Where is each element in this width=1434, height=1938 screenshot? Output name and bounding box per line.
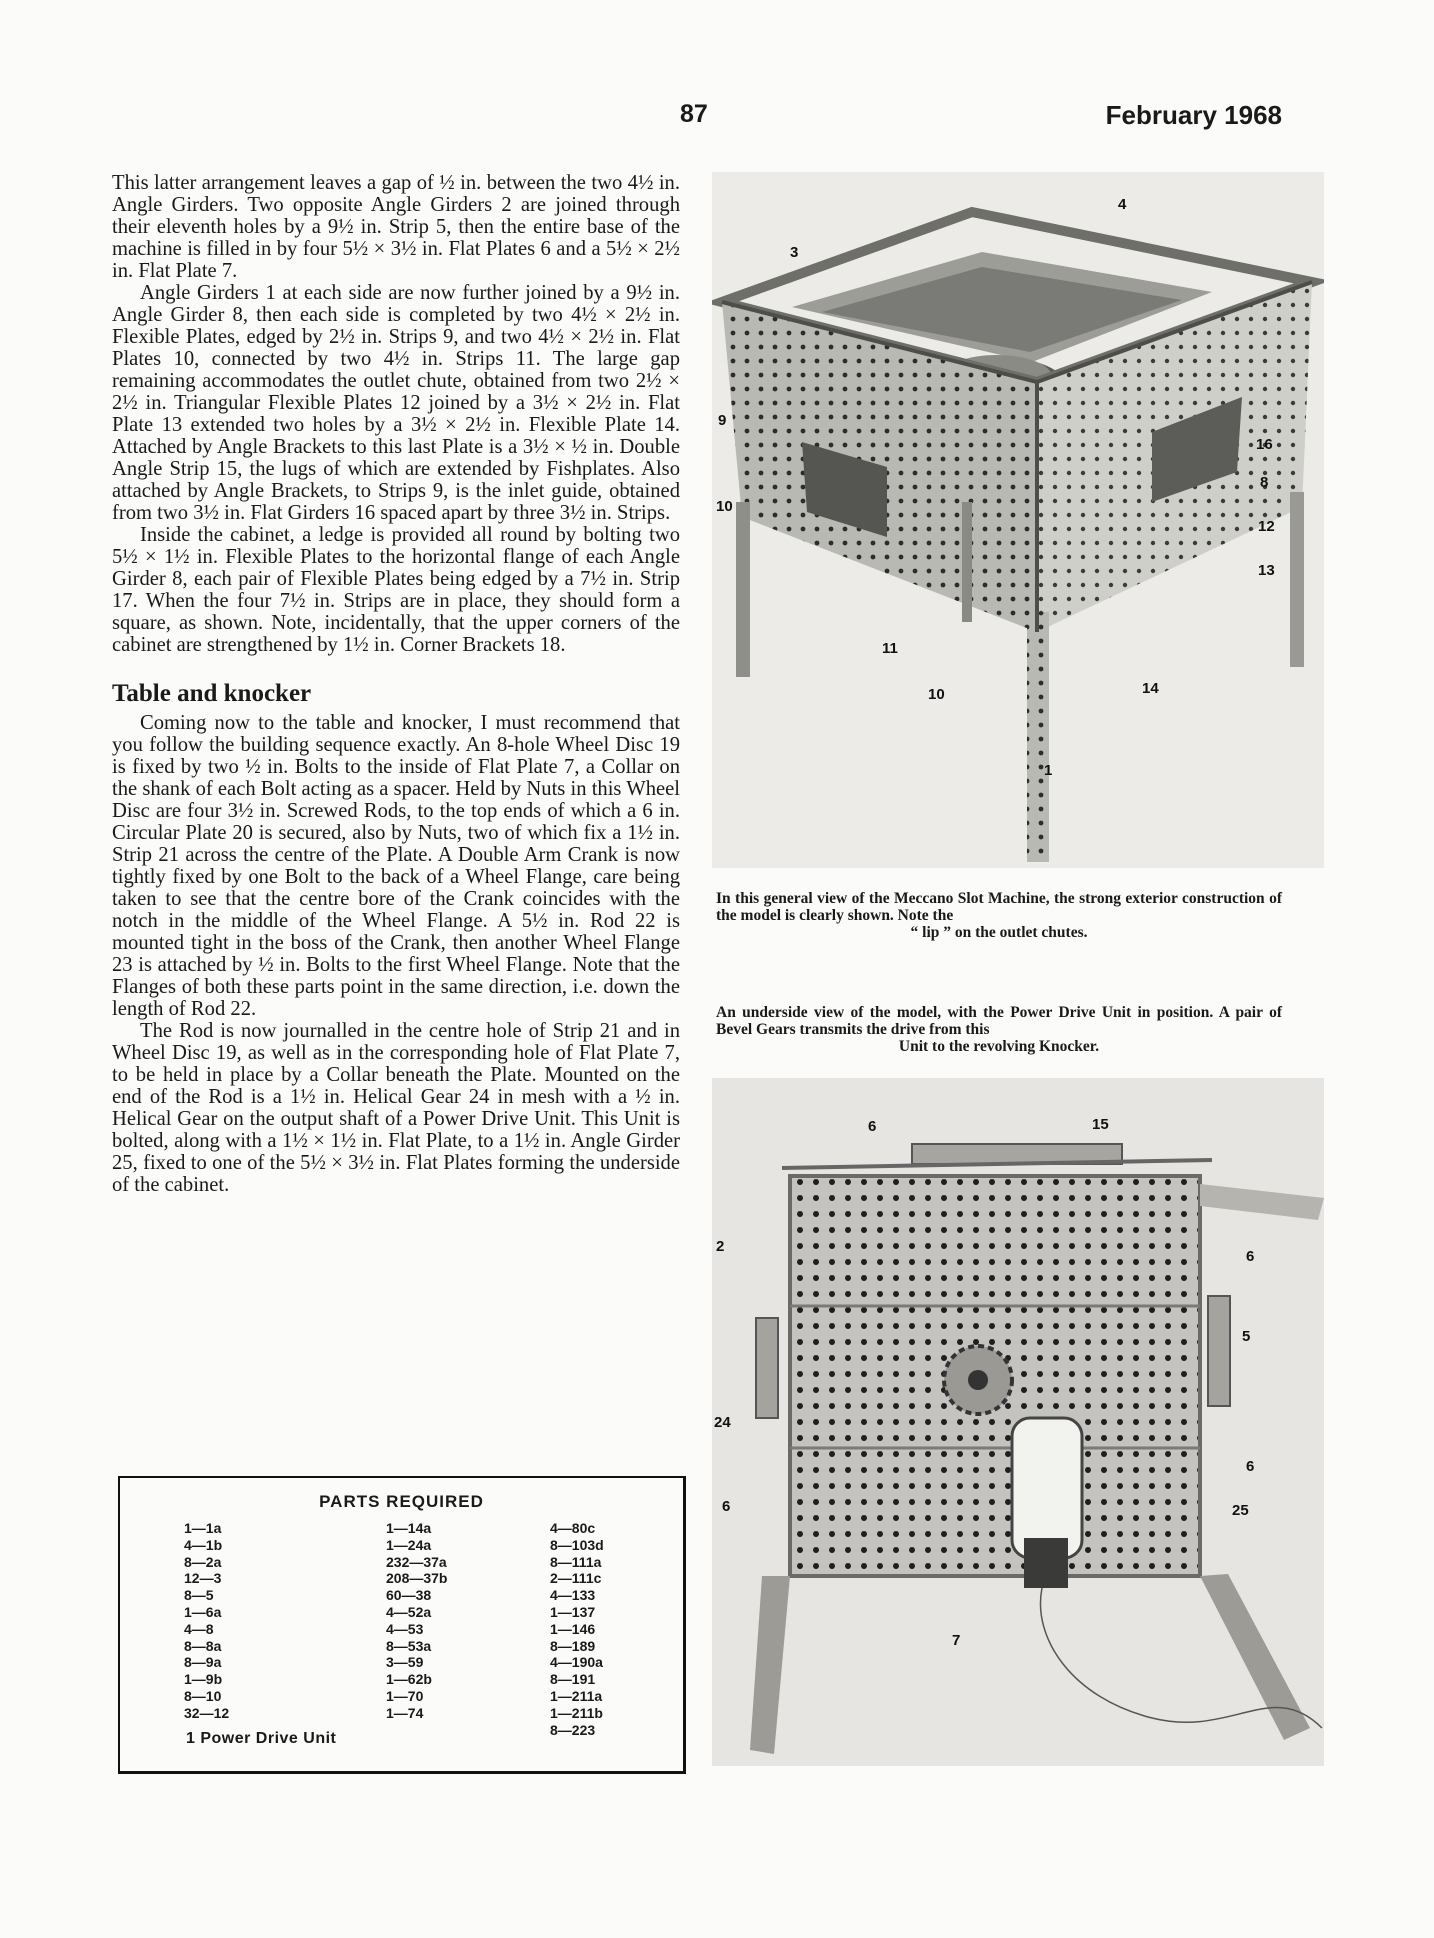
callout-label: 2 bbox=[716, 1238, 725, 1255]
figure2-caption bbox=[716, 1004, 1282, 1055]
part-item: 4—190a bbox=[550, 1654, 603, 1671]
callout-label: 14 bbox=[1142, 680, 1159, 697]
callout-label: 10 bbox=[716, 498, 733, 515]
caption-text: In this general view of the Meccano Slot Machine, the strong exterior construction of the model is clearly shown. Note the bbox=[716, 890, 1282, 924]
article-paragraph: Coming now to the table and knocker, I must recommend that you follow the building sequence exactly. An 8-hole Wheel Disc 19 is fixed by two ½ in. Bolts to the inside of Flat Plate 7, a Collar on the shank of each Bolt acting as a spacer. Held by Nuts in this Wheel Disc are four 3½ in. Screwed Rods, to the top ends of which a 6 in. Circular Plate 20 is secured, also by Nuts, two of which fix a 1½ in. Strip 21 across the centre of the Plate. A Double Arm Crank is now tightly fixed by one Bolt to the back of a Wheel Flange, care being taken to see that the centre bore of the Crank coincides with the notch in the middle of the Wheel Flange. A 5½ in. Rod 22 is mounted tight in the boss of the Crank, then another Wheel Flange 23 is attached by ½ in. Bolts to the first Wheel Flange. Note that the Flanges of both these parts point in the same direction, i.e. down the length of Rod 22. bbox=[112, 712, 680, 1020]
part-item: 8—191 bbox=[550, 1671, 596, 1688]
part-item: 8—53a bbox=[386, 1637, 432, 1654]
callout-label: 9 bbox=[718, 412, 727, 429]
section-heading: Table and knocker bbox=[112, 680, 312, 707]
part-item: 1—1a bbox=[184, 1520, 222, 1536]
part-item: 1—70 bbox=[386, 1687, 424, 1704]
part-item: 8—8a bbox=[184, 1637, 222, 1654]
callout-label: 7 bbox=[952, 1632, 961, 1649]
caption-text: An underside view of the model, with the Power Drive Unit in position. A pair of Bevel Gears transmits the drive from this bbox=[716, 1004, 1282, 1038]
callout-label: 8 bbox=[1260, 474, 1269, 491]
parts-column-2 bbox=[386, 1520, 447, 1722]
part-item: 1—137 bbox=[550, 1603, 596, 1620]
part-item: 4—53 bbox=[386, 1620, 424, 1637]
part-item: 8—111a bbox=[550, 1553, 602, 1570]
part-item: 2—111c bbox=[550, 1570, 602, 1587]
slot-machine-underside-view-photo bbox=[712, 1078, 1324, 1766]
part-item: 1—14a bbox=[386, 1520, 432, 1536]
article-paragraph: This latter arrangement leaves a gap of ½ in. between the two 4½ in. Angle Girders. Two opposite Angle Girders 2 are joined through their eleventh holes by a 9½ in. Strip 5, then the entire base of the machine is filled in by four 5½ × 3½ in. Flat Plates 6 and a 5½ × 2½ in. Flat Plate 7. bbox=[112, 172, 680, 282]
part-item: 8—223 bbox=[550, 1721, 596, 1738]
part-item: 4—1b bbox=[184, 1536, 223, 1553]
caption-text-last: Unit to the revolving Knocker. bbox=[898, 1038, 1100, 1055]
callout-label: 4 bbox=[1118, 196, 1127, 213]
part-item: 8—103d bbox=[550, 1536, 604, 1553]
callout-label: 6 bbox=[722, 1498, 731, 1515]
article-paragraph: Angle Girders 1 at each side are now further joined by a 9½ in. Angle Girder 8, then each side is completed by two 4½ × 2½ in. Flexible Plates, edged by 2½ in. Strips 9, and two 4½ × 2½ in. Flat Plates 10, connected by two 4½ in. Strips 11. The large gap remaining accommodates the outlet chute, obtained from two 2½ × 2½ in. Triangular Flexible Plates 12 joined by a 3½ × 2½ in. Flat Plate 13 extended two holes by a 3½ × 2½ in. Flexible Plate 14. Attached by Angle Brackets to this last Plate is a 3½ × ½ in. Double Angle Strip 15, the lugs of which are extended by Fishplates. Also attached by Angle Brackets, to Strips 9, is the inlet guide, obtained from two 3½ in. Flat Girders 16 spaced apart by three 3½ in. Strips. bbox=[112, 282, 680, 524]
part-item: 8—2a bbox=[184, 1553, 222, 1570]
callout-label: 6 bbox=[1246, 1248, 1255, 1265]
part-item: 4—8 bbox=[184, 1620, 214, 1637]
callout-label: 13 bbox=[1258, 562, 1275, 579]
callout-label: 5 bbox=[1242, 1328, 1251, 1345]
callout-label: 3 bbox=[790, 244, 799, 261]
article-column bbox=[112, 172, 680, 1196]
part-item: 1—211b bbox=[550, 1704, 603, 1721]
callout-label: 11 bbox=[882, 640, 898, 657]
callout-label: 16 bbox=[1256, 436, 1273, 453]
part-item: 1—211a bbox=[550, 1687, 603, 1704]
part-item: 12—3 bbox=[184, 1570, 222, 1587]
part-item: 1—6a bbox=[184, 1603, 222, 1620]
part-item: 8—10 bbox=[184, 1687, 222, 1704]
part-item: 32—12 bbox=[184, 1704, 230, 1721]
part-item: 1—74 bbox=[386, 1704, 424, 1721]
issue-date: February 1968 bbox=[1105, 100, 1282, 130]
part-item: 208—37b bbox=[386, 1570, 448, 1587]
part-item: 8—189 bbox=[550, 1637, 596, 1654]
callout-label: 12 bbox=[1258, 518, 1275, 535]
parts-required-box bbox=[118, 1476, 686, 1774]
page-number: 87 bbox=[680, 100, 708, 128]
part-item: 8—5 bbox=[184, 1587, 214, 1604]
callout-label: 10 bbox=[928, 686, 945, 703]
part-item: 1—62b bbox=[386, 1671, 432, 1688]
article-paragraph: The Rod is now journalled in the centre hole of Strip 21 and in Wheel Disc 19, as well as in the corresponding hole of Flat Plate 7, to be held in place by a Collar beneath the Plate. Mounted on the end of the Rod is a 1½ in. Helical Gear 24 in mesh with a ½ in. Helical Gear on the output shaft of a Power Drive Unit. This Unit is bolted, along with a 1½ × 1½ in. Flat Plate, to a 1½ in. Angle Girder 25, fixed to one of the 5½ × 3½ in. Flat Plates forming the underside of the cabinet. bbox=[112, 1020, 680, 1196]
part-item: 4—80c bbox=[550, 1520, 596, 1536]
part-item: 8—9a bbox=[184, 1654, 222, 1671]
part-item: 1—146 bbox=[550, 1620, 596, 1637]
part-item: 232—37a bbox=[386, 1553, 447, 1570]
parts-column-1 bbox=[184, 1520, 229, 1722]
part-item: 60—38 bbox=[386, 1587, 432, 1604]
parts-footer: 1 Power Drive Unit bbox=[186, 1730, 337, 1747]
callout-label: 6 bbox=[1246, 1458, 1255, 1475]
slot-machine-general-view-photo bbox=[712, 172, 1324, 868]
callout-label: 24 bbox=[714, 1414, 731, 1431]
article-paragraph: Inside the cabinet, a ledge is provided all round by bolting two 5½ × 1½ in. Flexible Plates to the horizontal flange of each Angle Girder 8, each pair of Flexible Plates being edged by a 7½ in. Strip 17. When the four 7½ in. Strips are in place, they should form a square, as shown. Note, incidentally, that the upper corners of the cabinet are strengthened by 1½ in. Corner Brackets 18. bbox=[112, 524, 680, 656]
part-item: 4—133 bbox=[550, 1587, 596, 1604]
parts-title: PARTS REQUIRED bbox=[319, 1492, 484, 1511]
part-item: 3—59 bbox=[386, 1654, 424, 1671]
callout-label: 15 bbox=[1092, 1116, 1109, 1133]
caption-text-last: “ lip ” on the outlet chutes. bbox=[910, 924, 1088, 941]
part-item: 1—24a bbox=[386, 1536, 432, 1553]
callout-label: 6 bbox=[868, 1118, 877, 1135]
parts-column-3 bbox=[550, 1520, 604, 1738]
callout-label: 25 bbox=[1232, 1502, 1249, 1519]
callout-label: 1 bbox=[1044, 762, 1053, 779]
part-item: 1—9b bbox=[184, 1671, 223, 1688]
part-item: 4—52a bbox=[386, 1603, 432, 1620]
figure1-caption bbox=[716, 890, 1282, 941]
